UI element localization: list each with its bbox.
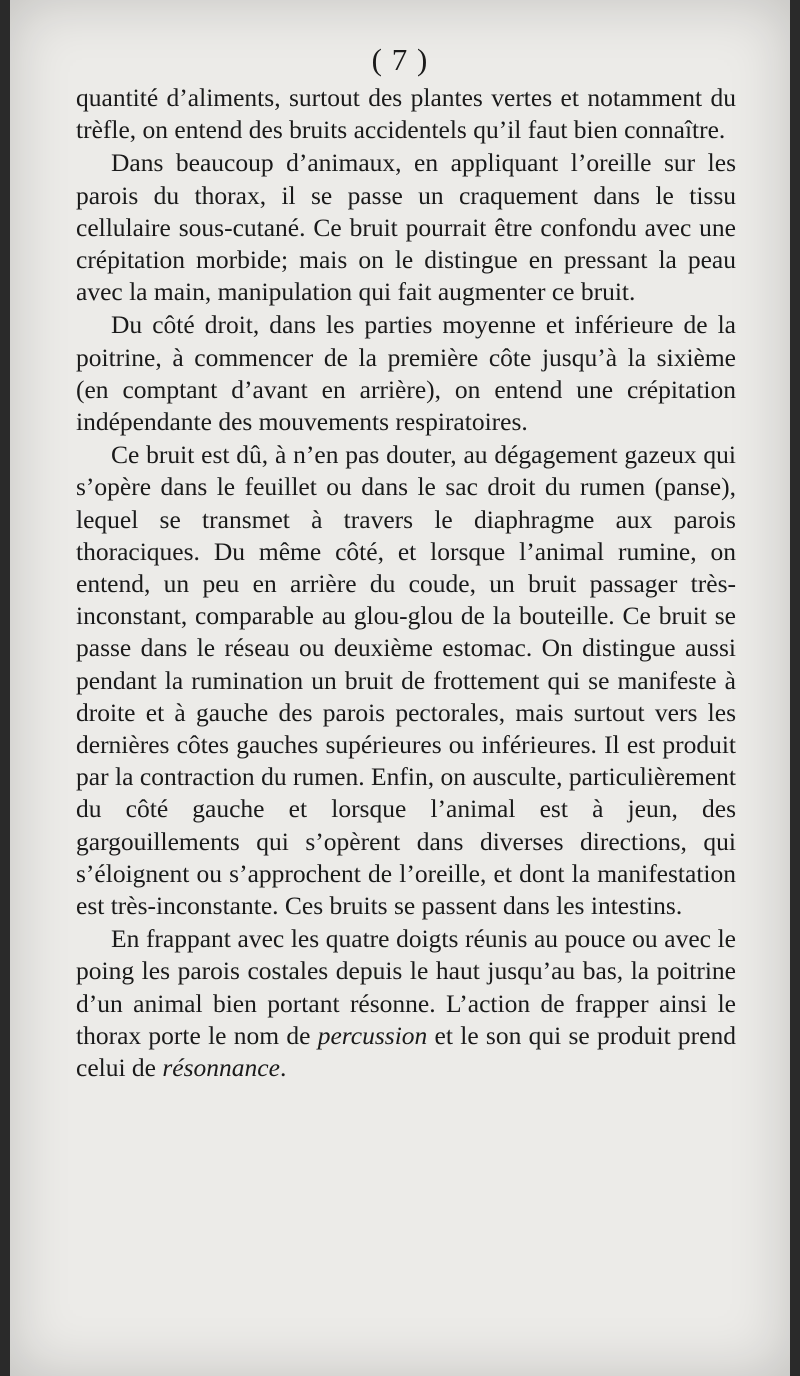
book-page xyxy=(10,0,790,1376)
paragraph-3: Du côté droit, dans les parties moyenne et inférieure de la poitrine, à commencer de la première côte jusqu’à la sixième (en comptant d’avant en arrière), on entend une crépitation indépendante des mouvements respiratoires. xyxy=(76,310,736,437)
paragraph-5 xyxy=(76,923,736,1084)
paragraph-5-text-after: . xyxy=(279,1053,287,1083)
term-resonnance: résonnance xyxy=(162,1053,280,1083)
paragraph-2: Dans beaucoup d’animaux, en appliquant l’oreille sur les parois du thorax, il se passe un craquement dans le tissu cellulaire sous-cutané. Ce bruit pourrait être confondu avec une crépitation morbide; mais on le distingue en pressant la peau avec la main, manipulation qui fait augmenter ce bruit. xyxy=(76,148,736,307)
paragraph-1: quantité d’aliments, surtout des plantes vertes et notamment du trèfle, on entend des bruits accidentels qu’il faut bien connaître. xyxy=(76,83,736,145)
paragraph-5-text-middle: et le son qui se produit prend celui de xyxy=(76,1020,736,1083)
term-percussion: percussion xyxy=(317,1020,428,1050)
page-body xyxy=(76,82,736,1085)
paragraph-5-text-before: En frappant avec les quatre doigts réunis au pouce ou avec le poing les parois costales depuis le haut jusqu’au bas, la poitrine d’un animal bien portant résonne. L’action de frapper ainsi le thorax porte le nom de xyxy=(76,924,736,1050)
paragraph-4: Ce bruit est dû, à n’en pas douter, au dégagement gazeux qui s’opère dans le feuillet ou dans le sac droit du rumen (panse), lequel se transmet à travers le diaphragme aux parois thoraciques. Du même côté, et lorsque l’animal rumine, on entend, un peu en arrière du coude, un bruit passager très-inconstant, comparable au glou-glou de la bouteille. Ce bruit se passe dans le réseau ou deuxième estomac. On distingue aussi pendant la rumination un bruit de frottement qui se manifeste à droite et à gauche des parois pectorales, mais surtout vers les dernières côtes gauches supérieures ou inférieures. Il est produit par la contraction du rumen. Enfin, on ausculte, particulièrement du côté gauche et lorsque l’animal est à jeun, des gargouillements qui s’opèrent dans diverses directions, qui s’éloignent ou s’approchent de l’oreille, et dont la manifestation est très-inconstante. Ces bruits se passent dans les intestins. xyxy=(76,440,736,921)
page-number: ( 7 ) xyxy=(371,42,429,77)
